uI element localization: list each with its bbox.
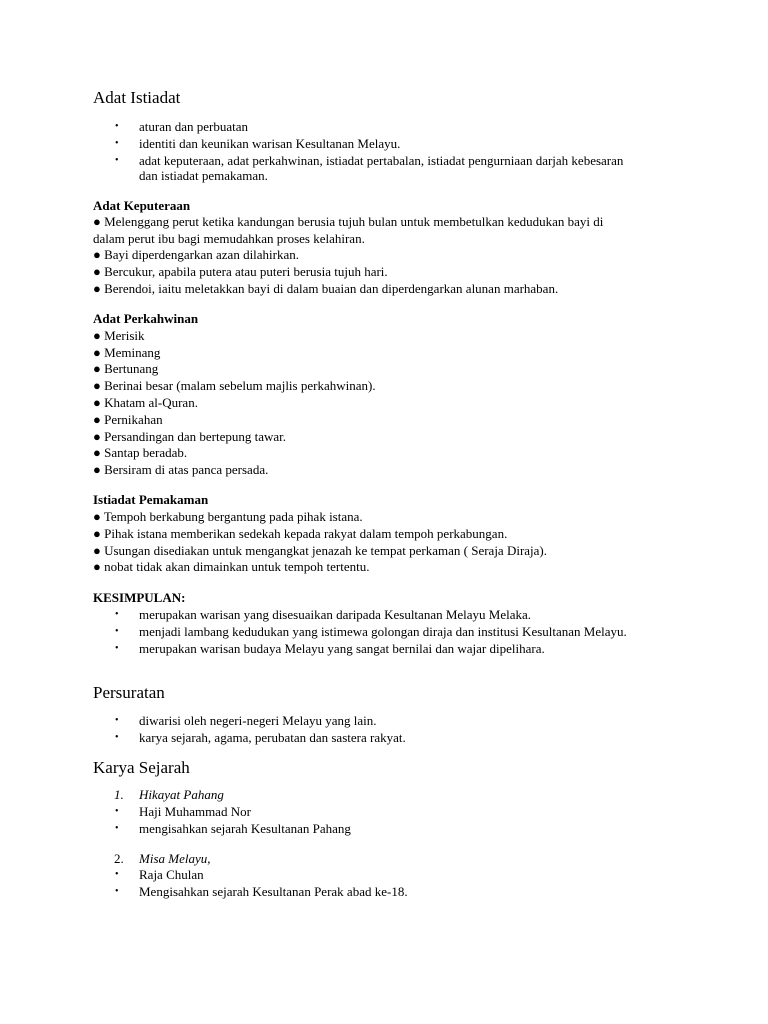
- list-item: ● Tempoh berkabung bergantung pada pihak istana.: [93, 509, 363, 524]
- list-item-continuation: dan istiadat pemakaman.: [139, 168, 268, 183]
- bullet-icon: •: [115, 806, 119, 817]
- list-item: ● Pihak istana memberikan sedekah kepada rakyat dalam tempoh perkabungan.: [93, 526, 508, 541]
- heading-persuratan: Persuratan: [93, 683, 165, 702]
- list-item: ● Berinai besar (malam sebelum majlis perkahwinan).: [93, 378, 376, 393]
- bullet-icon: •: [115, 138, 119, 149]
- list-item: ● Pernikahan: [93, 412, 163, 427]
- heading-kesimpulan: KESIMPULAN:: [93, 590, 186, 605]
- work-title: Misa Melayu,: [139, 851, 211, 866]
- bullet-icon: •: [115, 715, 119, 726]
- work-title: Hikayat Pahang: [139, 787, 224, 802]
- list-item: ● Meminang: [93, 345, 161, 360]
- bullet-icon: •: [115, 121, 119, 132]
- list-item: ● Bersiram di atas panca persada.: [93, 462, 269, 477]
- list-item: ● Melenggang perut ketika kandungan berusia tujuh bulan untuk membetulkan kedudukan bayi di: [93, 214, 604, 229]
- item-number: 1.: [114, 787, 124, 802]
- list-item: ● Santap beradab.: [93, 445, 188, 460]
- list-item: ● Bertunang: [93, 361, 159, 376]
- bullet-icon: •: [115, 869, 119, 880]
- list-item: ● Persandingan dan bertepung tawar.: [93, 429, 287, 444]
- item-number: 2.: [114, 851, 124, 866]
- list-item: ● Usungan disediakan untuk mengangkat jenazah ke tempat perkaman ( Seraja Diraja).: [93, 543, 548, 558]
- list-item: ● nobat tidak akan dimainkan untuk tempoh tertentu.: [93, 559, 370, 574]
- heading-adat-istiadat: Adat Istiadat: [93, 88, 181, 107]
- list-item-continuation: dalam perut ibu bagi memudahkan proses kelahiran.: [93, 231, 365, 246]
- bullet-icon: •: [115, 609, 119, 620]
- bullet-icon: •: [115, 886, 119, 897]
- heading-adat-keputeraan: Adat Keputeraan: [93, 198, 191, 213]
- list-item: ● Berendoi, iaitu meletakkan bayi di dalam buaian dan diperdengarkan alunan marhaban.: [93, 281, 559, 296]
- list-item: ● Merisik: [93, 328, 145, 343]
- bullet-icon: •: [115, 732, 119, 743]
- list-item: ● Bayi diperdengarkan azan dilahirkan.: [93, 247, 300, 262]
- heading-adat-perkahwinan: Adat Perkahwinan: [93, 311, 199, 326]
- bullet-icon: •: [115, 643, 119, 654]
- list-item: ● Bercukur, apabila putera atau puteri berusia tujuh hari.: [93, 264, 388, 279]
- list-item: ● Khatam al-Quran.: [93, 395, 198, 410]
- heading-istiadat-pemakaman: Istiadat Pemakaman: [93, 492, 209, 507]
- bullet-icon: •: [115, 823, 119, 834]
- bullet-icon: •: [115, 626, 119, 637]
- document-page: Adat Istiadat • aturan dan perbuatan • identiti dan keunikan warisan Kesultanan Melayu. • adat keputeraan, adat perkahwinan, istiadat pertabalan, istiadat pengurniaan darjah kebesaran dan istiadat pemakaman. Adat Keputeraan ● Melenggang perut ketika kandungan berusia tujuh bulan untuk membetulkan kedudukan bayi di dalam perut ibu bagi memudahkan proses kelahiran. ● Bayi diperdengarkan azan dilahirkan. ● Bercukur, apabila putera atau puteri berusia tujuh hari. ● Berendoi, iaitu meletakkan bayi di dalam buaian dan diperdengarkan alunan marhaban. Adat Perkahwinan ● Merisik ● Meminang ● Bertunang ● Berinai besar (malam sebelum majlis perkahwinan). ● Khatam al-Quran. ● Pernikahan ● Persandingan dan bertepung tawar. ● Santap beradab. ● Bersiram di atas panca persada. Istiadat Pemakaman ● Tempoh berkabung bergantung pada pihak istana. ● Pihak istana memberikan sedekah kepada rakyat dalam tempoh perkabungan. ● Usungan disediakan untuk mengangkat jenazah ke tempat perkaman ( Seraja Diraja). ● nobat tidak akan dimainkan untuk tempoh tertentu. KESIMPULAN: • merupakan warisan yang disesuaikan daripada Kesultanan Melayu Melaka. • menjadi lambang kedudukan yang istimewa golongan diraja dan institusi Kesultanan Melayu. • merupakan warisan budaya Melayu yang sangat bernilai dan wajar dipelihara. Persuratan • diwarisi oleh negeri-negeri Melayu yang lain. • karya sejarah, agama, perubatan dan sastera rakyat. Karya Sejarah 1. Hikayat Pahang • Haji Muhammad Nor • mengisahkan sejarah Kesultanan Pahang 2. Misa Melayu, • Raja Chulan • Mengisahkan sejarah Kesultanan Perak abad ke-18.: [93, 88, 627, 899]
- heading-karya-sejarah: Karya Sejarah: [93, 758, 190, 777]
- bullet-icon: •: [115, 155, 119, 166]
